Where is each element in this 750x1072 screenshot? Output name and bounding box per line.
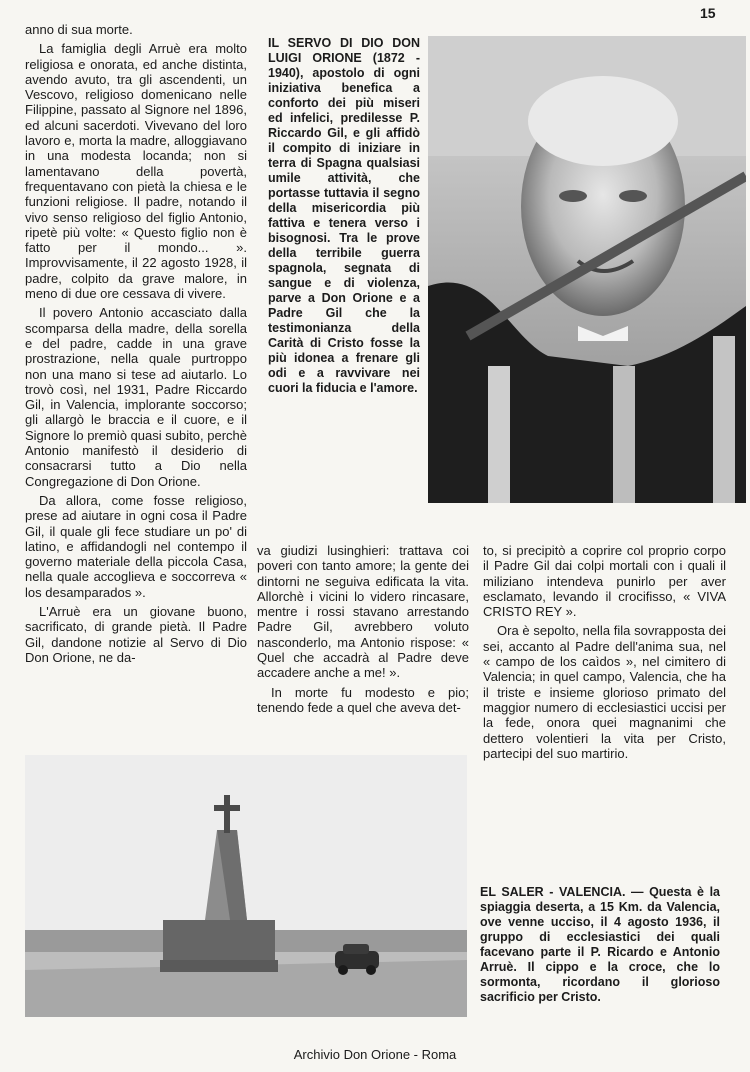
right-column xyxy=(483,543,726,765)
paragraph: La famiglia degli Arruè era molto religiosa e onorata, ed anche distinta, avendo avuto, tra gli ascendenti, un Vescovo, religioso domenicano nelle Filippine, passato al Signore nel 1896, ed alcuni sacerdoti. Vivevano del loro lavoro e, morta la madre, alloggiavano in una modesta locanda; non si lamentavano della povertà, frequentavano con pietà la chiesa e le funzioni religiose. Il padre, notando il vivo senso religioso del figlio Antonio, ripetè più volte: « Questo figlio non è fatto per il mondo... ». Improvvisamente, il 22 agosto 1928, il padre, colpito da grave malore, in meno di due ore cessava di vivere. xyxy=(25,41,247,302)
left-column xyxy=(25,22,247,669)
paragraph: Il povero Antonio accasciato dalla scomparsa della madre, della sorella e del padre, cadde in una grave prostrazione, nella quale purtroppo non una mano si tese ad aiutarlo. Lo trovò così, nel 1931, Padre Riccardo Gil, in Valencia, implorante soccorso; gli allargò le braccia e il cuore, e il Signore lo premiò quasi subito, perchè Antonio manifestò il desiderio di consacrarsi tutto a Dio nella Congregazione di Don Orione. xyxy=(25,305,247,489)
paragraph: Da allora, come fosse religioso, prese ad aiutare in ogni cosa il Padre Gil, il quale gli fece studiare un po' di latino, e affidandogli nel contempo il governo materiale della piccola Casa, nella quale accoglieva e soccorreva « los desamparados ». xyxy=(25,492,247,600)
portrait-photo xyxy=(428,36,746,503)
monument-image xyxy=(25,755,467,1017)
footer-archive: Archivio Don Orione - Roma xyxy=(293,1047,457,1062)
paragraph: anno di sua morte. xyxy=(25,22,133,37)
middle-column xyxy=(257,543,469,719)
monument-photo xyxy=(25,755,467,1017)
paragraph: Ora è sepolto, nella fila sovrapposta dei sei, accanto al Padre dell'anima sua, nel « campo de los caìdos », nel cimitero di Valencia; in quel campo, Valencia, che ha il triste e insieme glorioso primato del maggior numero di ecclesiastici uccisi per la fede, onora quei magnanimi che dettero volentieri la vita per Cristo, partecipi del suo martirio. xyxy=(483,623,726,761)
paragraph: L'Arruè era un giovane buono, sacrificato, di grande pietà. Il Padre Gil, dandone notizie al Servo di Dio Don Orione, ne da- xyxy=(25,603,247,665)
paragraph: to, si precipitò a coprire col proprio corpo il Padre Gil dai colpi mortali con i quali il miliziano intendeva punirlo per aver esclamato, levando il crocifisso, « VIVA CRISTO REY ». xyxy=(483,543,726,620)
portrait-image xyxy=(428,36,746,503)
paragraph: va giudizi lusinghieri: trattava coi poveri con tanto amore; la gente dei dintorni ne seguiva edificata la vita. Allorchè i vicini lo videro rincasare, mentre i rossi stavano arrestando Padre Gil, avrebbero voluto nasconderlo, ma Antonio rispose: « Quel che accadrà al Padre deve accadere anche a me! ». xyxy=(257,543,469,681)
caption-el-saler: EL SALER - VALENCIA. — Questa è la spiaggia deserta, a 15 Km. da Valencia, ove venne ucciso, il 4 agosto 1936, il gruppo di ecclesiastici dei quali facevano parte il P. Ricardo e Antonio Arruè. Il cippo e la croce, che lo sormonta, ricordano il glorioso sacrificio per Cristo. xyxy=(480,885,720,1004)
paragraph: In morte fu modesto e pio; tenendo fede a quel che aveva det- xyxy=(257,684,469,715)
page-number: 15 xyxy=(700,5,716,21)
caption-orione: IL SERVO DI DIO DON LUIGI ORIONE (1872 - 1940), apostolo di ogni iniziativa benefica a conforto dei più miseri ed infelici, predilesse P. Riccardo Gil, e gli affidò il compito di iniziare in terra di Spagna qualsiasi umile attività, che portasse tuttavia il segno della misericordia più fattiva e tenera verso i bisognosi. Tra le prove della terribile guerra spagnola, segnata di sangue e di violenza, parve a Don Orione e a Padre Gil che la testimonianza della Carità di Cristo fosse la più idonea a frenare gli odi e a ravvivare nei cuori la fiducia e l'amore. xyxy=(268,36,420,395)
